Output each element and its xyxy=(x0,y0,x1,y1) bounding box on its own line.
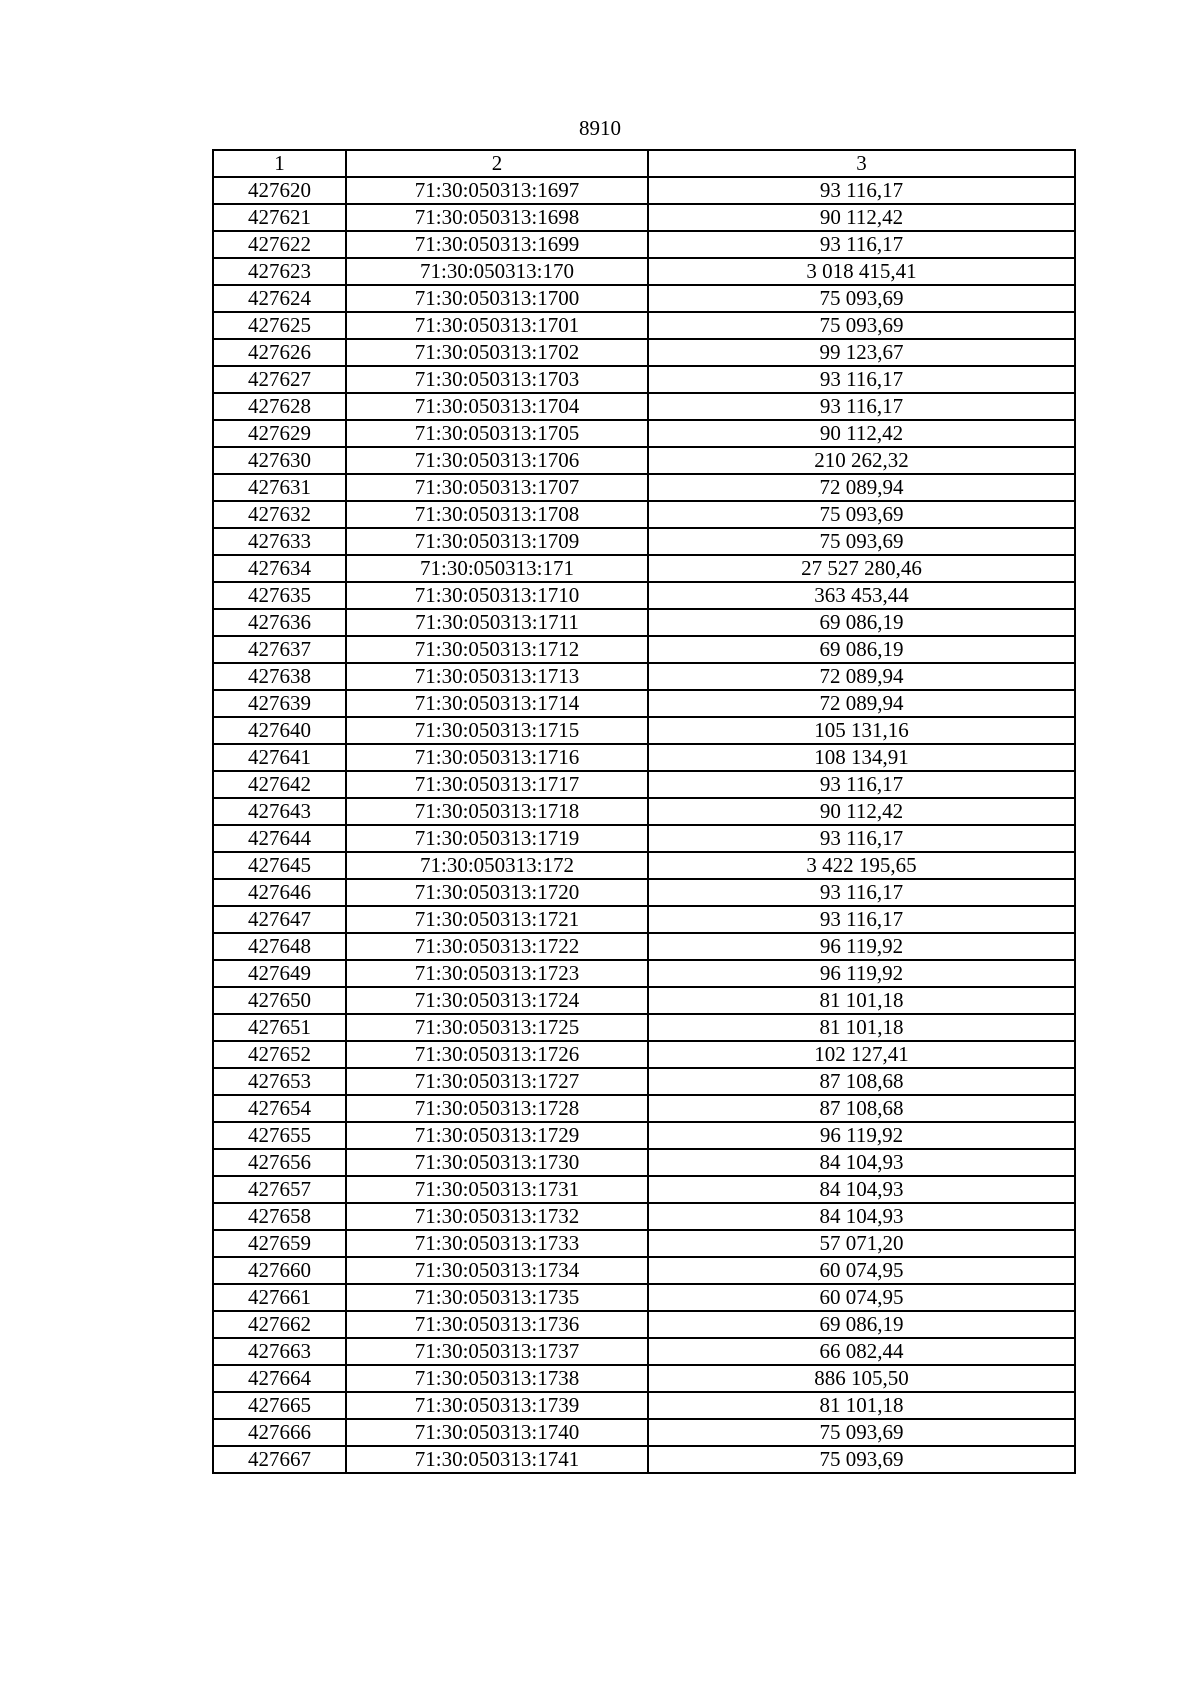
cadastral-value-cell: 69 086,19 xyxy=(648,1311,1075,1338)
row-number-cell: 427654 xyxy=(213,1095,346,1122)
table-row xyxy=(213,501,1075,528)
row-number-cell: 427636 xyxy=(213,609,346,636)
cadastral-value-cell: 108 134,91 xyxy=(648,744,1075,771)
row-number-cell: 427660 xyxy=(213,1257,346,1284)
cadastral-number-cell: 71:30:050313:1712 xyxy=(346,636,648,663)
row-number-cell: 427626 xyxy=(213,339,346,366)
row-number-cell: 427649 xyxy=(213,960,346,987)
cadastral-number-cell: 71:30:050313:1698 xyxy=(346,204,648,231)
row-number-cell: 427655 xyxy=(213,1122,346,1149)
row-number-cell: 427639 xyxy=(213,690,346,717)
table-row xyxy=(213,447,1075,474)
cadastral-value-cell: 75 093,69 xyxy=(648,1419,1075,1446)
cadastral-value-cell: 69 086,19 xyxy=(648,609,1075,636)
cadastral-value-cell: 886 105,50 xyxy=(648,1365,1075,1392)
cadastral-value-cell: 75 093,69 xyxy=(648,1446,1075,1473)
cadastral-number-cell: 71:30:050313:1706 xyxy=(346,447,648,474)
cadastral-number-cell: 71:30:050313:1739 xyxy=(346,1392,648,1419)
cadastral-value-cell: 90 112,42 xyxy=(648,204,1075,231)
cadastral-number-cell: 71:30:050313:1713 xyxy=(346,663,648,690)
cadastral-value-cell: 93 116,17 xyxy=(648,771,1075,798)
cadastral-number-cell: 71:30:050313:1732 xyxy=(346,1203,648,1230)
cadastral-value-cell: 93 116,17 xyxy=(648,825,1075,852)
table-row xyxy=(213,636,1075,663)
row-number-cell: 427657 xyxy=(213,1176,346,1203)
cadastral-number-cell: 71:30:050313:1718 xyxy=(346,798,648,825)
table-row xyxy=(213,690,1075,717)
row-number-cell: 427634 xyxy=(213,555,346,582)
row-number-cell: 427631 xyxy=(213,474,346,501)
cadastral-value-cell: 105 131,16 xyxy=(648,717,1075,744)
cadastral-value-cell: 3 422 195,65 xyxy=(648,852,1075,879)
row-number-cell: 427621 xyxy=(213,204,346,231)
column-header-1: 1 xyxy=(213,150,346,177)
table-row xyxy=(213,1284,1075,1311)
table-row xyxy=(213,717,1075,744)
table-row xyxy=(213,285,1075,312)
table-row xyxy=(213,1068,1075,1095)
cadastral-number-cell: 71:30:050313:1697 xyxy=(346,177,648,204)
cadastral-number-cell: 71:30:050313:1740 xyxy=(346,1419,648,1446)
cadastral-value-cell: 102 127,41 xyxy=(648,1041,1075,1068)
table-row xyxy=(213,339,1075,366)
cadastral-value-cell: 81 101,18 xyxy=(648,1392,1075,1419)
row-number-cell: 427653 xyxy=(213,1068,346,1095)
cadastral-number-cell: 71:30:050313:1719 xyxy=(346,825,648,852)
table-row xyxy=(213,1149,1075,1176)
cadastral-number-cell: 71:30:050313:1727 xyxy=(346,1068,648,1095)
row-number-cell: 427652 xyxy=(213,1041,346,1068)
cadastral-value-cell: 96 119,92 xyxy=(648,1122,1075,1149)
cadastral-value-cell: 210 262,32 xyxy=(648,447,1075,474)
cadastral-number-cell: 71:30:050313:1702 xyxy=(346,339,648,366)
cadastral-number-cell: 71:30:050313:1734 xyxy=(346,1257,648,1284)
table-row xyxy=(213,1095,1075,1122)
cadastral-value-cell: 93 116,17 xyxy=(648,393,1075,420)
row-number-cell: 427630 xyxy=(213,447,346,474)
cadastral-number-cell: 71:30:050313:1729 xyxy=(346,1122,648,1149)
cadastral-value-cell: 90 112,42 xyxy=(648,420,1075,447)
cadastral-value-cell: 84 104,93 xyxy=(648,1203,1075,1230)
cadastral-value-cell: 69 086,19 xyxy=(648,636,1075,663)
page-number: 8910 xyxy=(579,116,621,140)
table-row xyxy=(213,393,1075,420)
cadastral-number-cell: 71:30:050313:172 xyxy=(346,852,648,879)
cadastral-number-cell: 71:30:050313:1717 xyxy=(346,771,648,798)
row-number-cell: 427643 xyxy=(213,798,346,825)
cadastral-value-cell: 93 116,17 xyxy=(648,906,1075,933)
cadastral-value-cell: 96 119,92 xyxy=(648,960,1075,987)
cadastral-value-cell: 93 116,17 xyxy=(648,366,1075,393)
row-number-cell: 427635 xyxy=(213,582,346,609)
table-row xyxy=(213,1338,1075,1365)
cadastral-value-cell: 363 453,44 xyxy=(648,582,1075,609)
cadastral-number-cell: 71:30:050313:1730 xyxy=(346,1149,648,1176)
cadastral-number-cell: 71:30:050313:1733 xyxy=(346,1230,648,1257)
row-number-cell: 427624 xyxy=(213,285,346,312)
cadastral-number-cell: 71:30:050313:1704 xyxy=(346,393,648,420)
table-row xyxy=(213,744,1075,771)
row-number-cell: 427622 xyxy=(213,231,346,258)
table-row xyxy=(213,879,1075,906)
row-number-cell: 427666 xyxy=(213,1419,346,1446)
cadastral-number-cell: 71:30:050313:1703 xyxy=(346,366,648,393)
cadastral-number-cell: 71:30:050313:1724 xyxy=(346,987,648,1014)
cadastral-value-cell: 72 089,94 xyxy=(648,474,1075,501)
cadastral-value-cell: 87 108,68 xyxy=(648,1068,1075,1095)
table-row xyxy=(213,663,1075,690)
row-number-cell: 427638 xyxy=(213,663,346,690)
cadastral-number-cell: 71:30:050313:1737 xyxy=(346,1338,648,1365)
cadastral-number-cell: 71:30:050313:1705 xyxy=(346,420,648,447)
row-number-cell: 427645 xyxy=(213,852,346,879)
cadastral-number-cell: 71:30:050313:1699 xyxy=(346,231,648,258)
table-row xyxy=(213,366,1075,393)
table-row xyxy=(213,555,1075,582)
row-number-cell: 427632 xyxy=(213,501,346,528)
table-row xyxy=(213,1230,1075,1257)
row-number-cell: 427637 xyxy=(213,636,346,663)
cadastral-number-cell: 71:30:050313:1701 xyxy=(346,312,648,339)
cadastral-number-cell: 71:30:050313:1709 xyxy=(346,528,648,555)
cadastral-value-table xyxy=(212,149,1076,1474)
cadastral-value-cell: 75 093,69 xyxy=(648,312,1075,339)
cadastral-number-cell: 71:30:050313:1722 xyxy=(346,933,648,960)
row-number-cell: 427662 xyxy=(213,1311,346,1338)
table-row xyxy=(213,1257,1075,1284)
row-number-cell: 427628 xyxy=(213,393,346,420)
table-row xyxy=(213,609,1075,636)
row-number-cell: 427644 xyxy=(213,825,346,852)
table-row xyxy=(213,825,1075,852)
table-row xyxy=(213,582,1075,609)
row-number-cell: 427667 xyxy=(213,1446,346,1473)
cadastral-value-cell: 81 101,18 xyxy=(648,987,1075,1014)
table-row xyxy=(213,1014,1075,1041)
row-number-cell: 427641 xyxy=(213,744,346,771)
cadastral-value-cell: 99 123,67 xyxy=(648,339,1075,366)
row-number-cell: 427659 xyxy=(213,1230,346,1257)
cadastral-number-cell: 71:30:050313:1711 xyxy=(346,609,648,636)
cadastral-number-cell: 71:30:050313:1707 xyxy=(346,474,648,501)
table-row xyxy=(213,177,1075,204)
cadastral-number-cell: 71:30:050313:1723 xyxy=(346,960,648,987)
row-number-cell: 427664 xyxy=(213,1365,346,1392)
cadastral-value-cell: 87 108,68 xyxy=(648,1095,1075,1122)
cadastral-value-cell: 75 093,69 xyxy=(648,501,1075,528)
cadastral-number-cell: 71:30:050313:1728 xyxy=(346,1095,648,1122)
row-number-cell: 427663 xyxy=(213,1338,346,1365)
table-row xyxy=(213,204,1075,231)
row-number-cell: 427656 xyxy=(213,1149,346,1176)
cadastral-number-cell: 71:30:050313:1710 xyxy=(346,582,648,609)
cadastral-value-cell: 60 074,95 xyxy=(648,1257,1075,1284)
table-row xyxy=(213,1311,1075,1338)
cadastral-value-cell: 93 116,17 xyxy=(648,879,1075,906)
cadastral-value-cell: 75 093,69 xyxy=(648,285,1075,312)
row-number-cell: 427650 xyxy=(213,987,346,1014)
cadastral-number-cell: 71:30:050313:1731 xyxy=(346,1176,648,1203)
cadastral-number-cell: 71:30:050313:1741 xyxy=(346,1446,648,1473)
table-row xyxy=(213,258,1075,285)
row-number-cell: 427623 xyxy=(213,258,346,285)
row-number-cell: 427627 xyxy=(213,366,346,393)
table-row xyxy=(213,420,1075,447)
cadastral-value-cell: 27 527 280,46 xyxy=(648,555,1075,582)
table-row xyxy=(213,798,1075,825)
column-header-2: 2 xyxy=(346,150,648,177)
row-number-cell: 427646 xyxy=(213,879,346,906)
row-number-cell: 427665 xyxy=(213,1392,346,1419)
column-header-3: 3 xyxy=(648,150,1075,177)
cadastral-value-cell: 93 116,17 xyxy=(648,177,1075,204)
cadastral-number-cell: 71:30:050313:1736 xyxy=(346,1311,648,1338)
table-row xyxy=(213,474,1075,501)
cadastral-value-cell: 72 089,94 xyxy=(648,663,1075,690)
cadastral-value-cell: 81 101,18 xyxy=(648,1014,1075,1041)
row-number-cell: 427640 xyxy=(213,717,346,744)
table-row xyxy=(213,1203,1075,1230)
cadastral-value-cell: 90 112,42 xyxy=(648,798,1075,825)
row-number-cell: 427647 xyxy=(213,906,346,933)
table-row xyxy=(213,1041,1075,1068)
cadastral-value-cell: 93 116,17 xyxy=(648,231,1075,258)
cadastral-number-cell: 71:30:050313:1715 xyxy=(346,717,648,744)
cadastral-number-cell: 71:30:050313:1721 xyxy=(346,906,648,933)
row-number-cell: 427658 xyxy=(213,1203,346,1230)
cadastral-value-cell: 66 082,44 xyxy=(648,1338,1075,1365)
table-row xyxy=(213,1392,1075,1419)
table-row xyxy=(213,960,1075,987)
cadastral-value-cell: 75 093,69 xyxy=(648,528,1075,555)
cadastral-value-cell: 84 104,93 xyxy=(648,1176,1075,1203)
table-row xyxy=(213,852,1075,879)
row-number-cell: 427651 xyxy=(213,1014,346,1041)
table-row xyxy=(213,1176,1075,1203)
table-row xyxy=(213,1365,1075,1392)
table-header-row xyxy=(213,150,1075,177)
table-row xyxy=(213,1419,1075,1446)
cadastral-value-cell: 96 119,92 xyxy=(648,933,1075,960)
table-row xyxy=(213,771,1075,798)
table-row xyxy=(213,1122,1075,1149)
table-body xyxy=(213,150,1075,1473)
cadastral-value-cell: 3 018 415,41 xyxy=(648,258,1075,285)
table-row xyxy=(213,906,1075,933)
row-number-cell: 427661 xyxy=(213,1284,346,1311)
table-row xyxy=(213,528,1075,555)
cadastral-number-cell: 71:30:050313:1735 xyxy=(346,1284,648,1311)
row-number-cell: 427648 xyxy=(213,933,346,960)
table-row xyxy=(213,1446,1075,1473)
cadastral-value-cell: 60 074,95 xyxy=(648,1284,1075,1311)
table-row xyxy=(213,933,1075,960)
cadastral-number-cell: 71:30:050313:1716 xyxy=(346,744,648,771)
cadastral-number-cell: 71:30:050313:1720 xyxy=(346,879,648,906)
cadastral-number-cell: 71:30:050313:1725 xyxy=(346,1014,648,1041)
table-row xyxy=(213,231,1075,258)
cadastral-number-cell: 71:30:050313:1726 xyxy=(346,1041,648,1068)
cadastral-number-cell: 71:30:050313:170 xyxy=(346,258,648,285)
table-row xyxy=(213,312,1075,339)
row-number-cell: 427620 xyxy=(213,177,346,204)
row-number-cell: 427629 xyxy=(213,420,346,447)
row-number-cell: 427625 xyxy=(213,312,346,339)
cadastral-value-cell: 72 089,94 xyxy=(648,690,1075,717)
cadastral-number-cell: 71:30:050313:1714 xyxy=(346,690,648,717)
cadastral-number-cell: 71:30:050313:171 xyxy=(346,555,648,582)
table-row xyxy=(213,987,1075,1014)
row-number-cell: 427642 xyxy=(213,771,346,798)
cadastral-number-cell: 71:30:050313:1700 xyxy=(346,285,648,312)
cadastral-number-cell: 71:30:050313:1738 xyxy=(346,1365,648,1392)
cadastral-value-cell: 57 071,20 xyxy=(648,1230,1075,1257)
row-number-cell: 427633 xyxy=(213,528,346,555)
cadastral-number-cell: 71:30:050313:1708 xyxy=(346,501,648,528)
cadastral-value-cell: 84 104,93 xyxy=(648,1149,1075,1176)
